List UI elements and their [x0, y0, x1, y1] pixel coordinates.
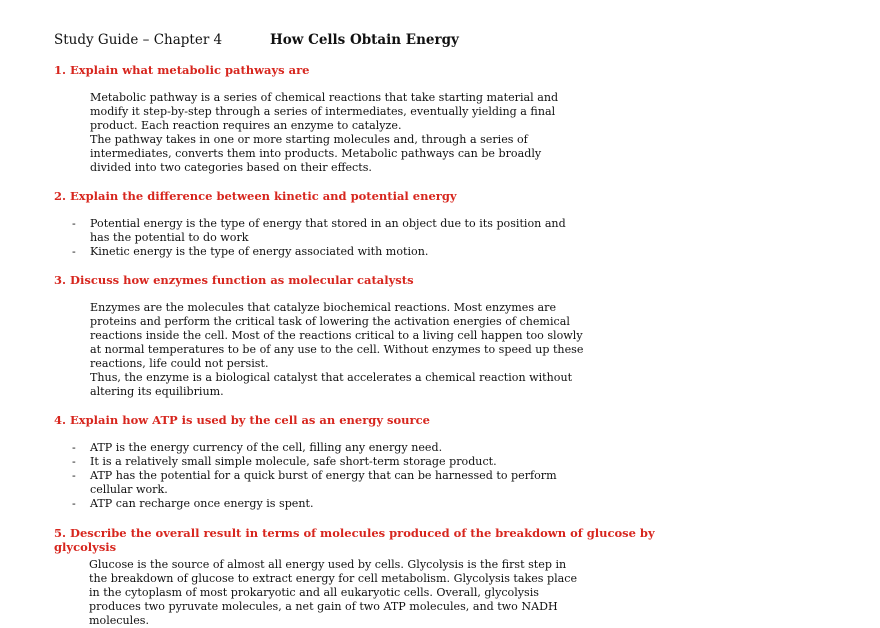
- list-item: [72, 469, 577, 497]
- question-5-heading: 5. Describe the overall result in terms of molecules produced of the breakdown of glucose by: [54, 526, 655, 540]
- bullet-text: It is a relatively small simple molecule, safe short-term storage product.: [90, 455, 497, 468]
- page-header: [54, 32, 459, 48]
- question-3-heading: 3. Discuss how enzymes function as molecular catalysts: [54, 273, 414, 287]
- bullet-dash: -: [72, 469, 76, 482]
- bullet-dash: -: [72, 455, 76, 468]
- question-3-paragraph-1: Enzymes are the molecules that catalyze biochemical reactions. Most enzymes are proteins and perform the critical task of lowering the activation energies of chemical reactions inside the cell. Most of the reactions critical to a living cell happen too slowly at normal temperatures to be of any use to the cell. Without enzymes to speed up these reactions, life could not persist.: [90, 301, 584, 370]
- question-3-paragraph-2: Thus, the enzyme is a biological catalyst that accelerates a chemical reaction without altering its equilibrium.: [90, 371, 573, 398]
- bullet-dash: -: [72, 245, 76, 258]
- bullet-text: ATP is the energy currency of the cell, filling any energy need.: [90, 441, 443, 454]
- list-item: [72, 497, 577, 511]
- list-item: [72, 441, 577, 455]
- question-2-heading: 2. Explain the difference between kinetic and potential energy: [54, 189, 457, 203]
- question-5-heading-continued: glycolysis: [54, 540, 117, 554]
- bullet-text: ATP can recharge once energy is spent.: [90, 497, 314, 510]
- bullet-text: Kinetic energy is the type of energy associated with motion.: [90, 245, 429, 258]
- question-1-heading: 1. Explain what metabolic pathways are: [54, 63, 310, 77]
- question-1-paragraph-2: The pathway takes in one or more starting molecules and, through a series of intermediates, converts them into products. Metabolic pathways can be broadly divided into two categories based on their effects.: [90, 133, 542, 174]
- question-1-paragraph-1: Metabolic pathway is a series of chemical reactions that take starting material and modify it step-by-step through a series of intermediates, eventually yielding a final product. Each reaction requires an enzyme to catalyze.: [90, 91, 559, 132]
- list-item: [72, 217, 577, 245]
- bullet-text: Potential energy is the type of energy that stored in an object due to its position and has the potential to do work: [90, 217, 566, 244]
- page-title: How Cells Obtain Energy: [270, 32, 459, 48]
- bullet-text: ATP has the potential for a quick burst of energy that can be harnessed to perform cellular work.: [90, 469, 557, 496]
- chapter-label: Study Guide – Chapter 4: [54, 32, 223, 48]
- question-5-paragraph-1: Glucose is the source of almost all energy used by cells. Glycolysis is the first step in the breakdown of glucose to extract energy for cell metabolism. Glycolysis takes place in the cytoplasm of most prokaryotic and all eukaryotic cells. Overall, glycolysis produces two pyruvate molecules, a net gain of two ATP molecules, and two NADH molecules.: [89, 558, 578, 627]
- list-item: [72, 245, 577, 259]
- list-item: [72, 455, 577, 469]
- question-4-heading: 4. Explain how ATP is used by the cell as an energy source: [54, 413, 430, 427]
- bullet-dash: -: [72, 497, 76, 510]
- bullet-dash: -: [72, 217, 76, 230]
- bullet-dash: -: [72, 441, 76, 454]
